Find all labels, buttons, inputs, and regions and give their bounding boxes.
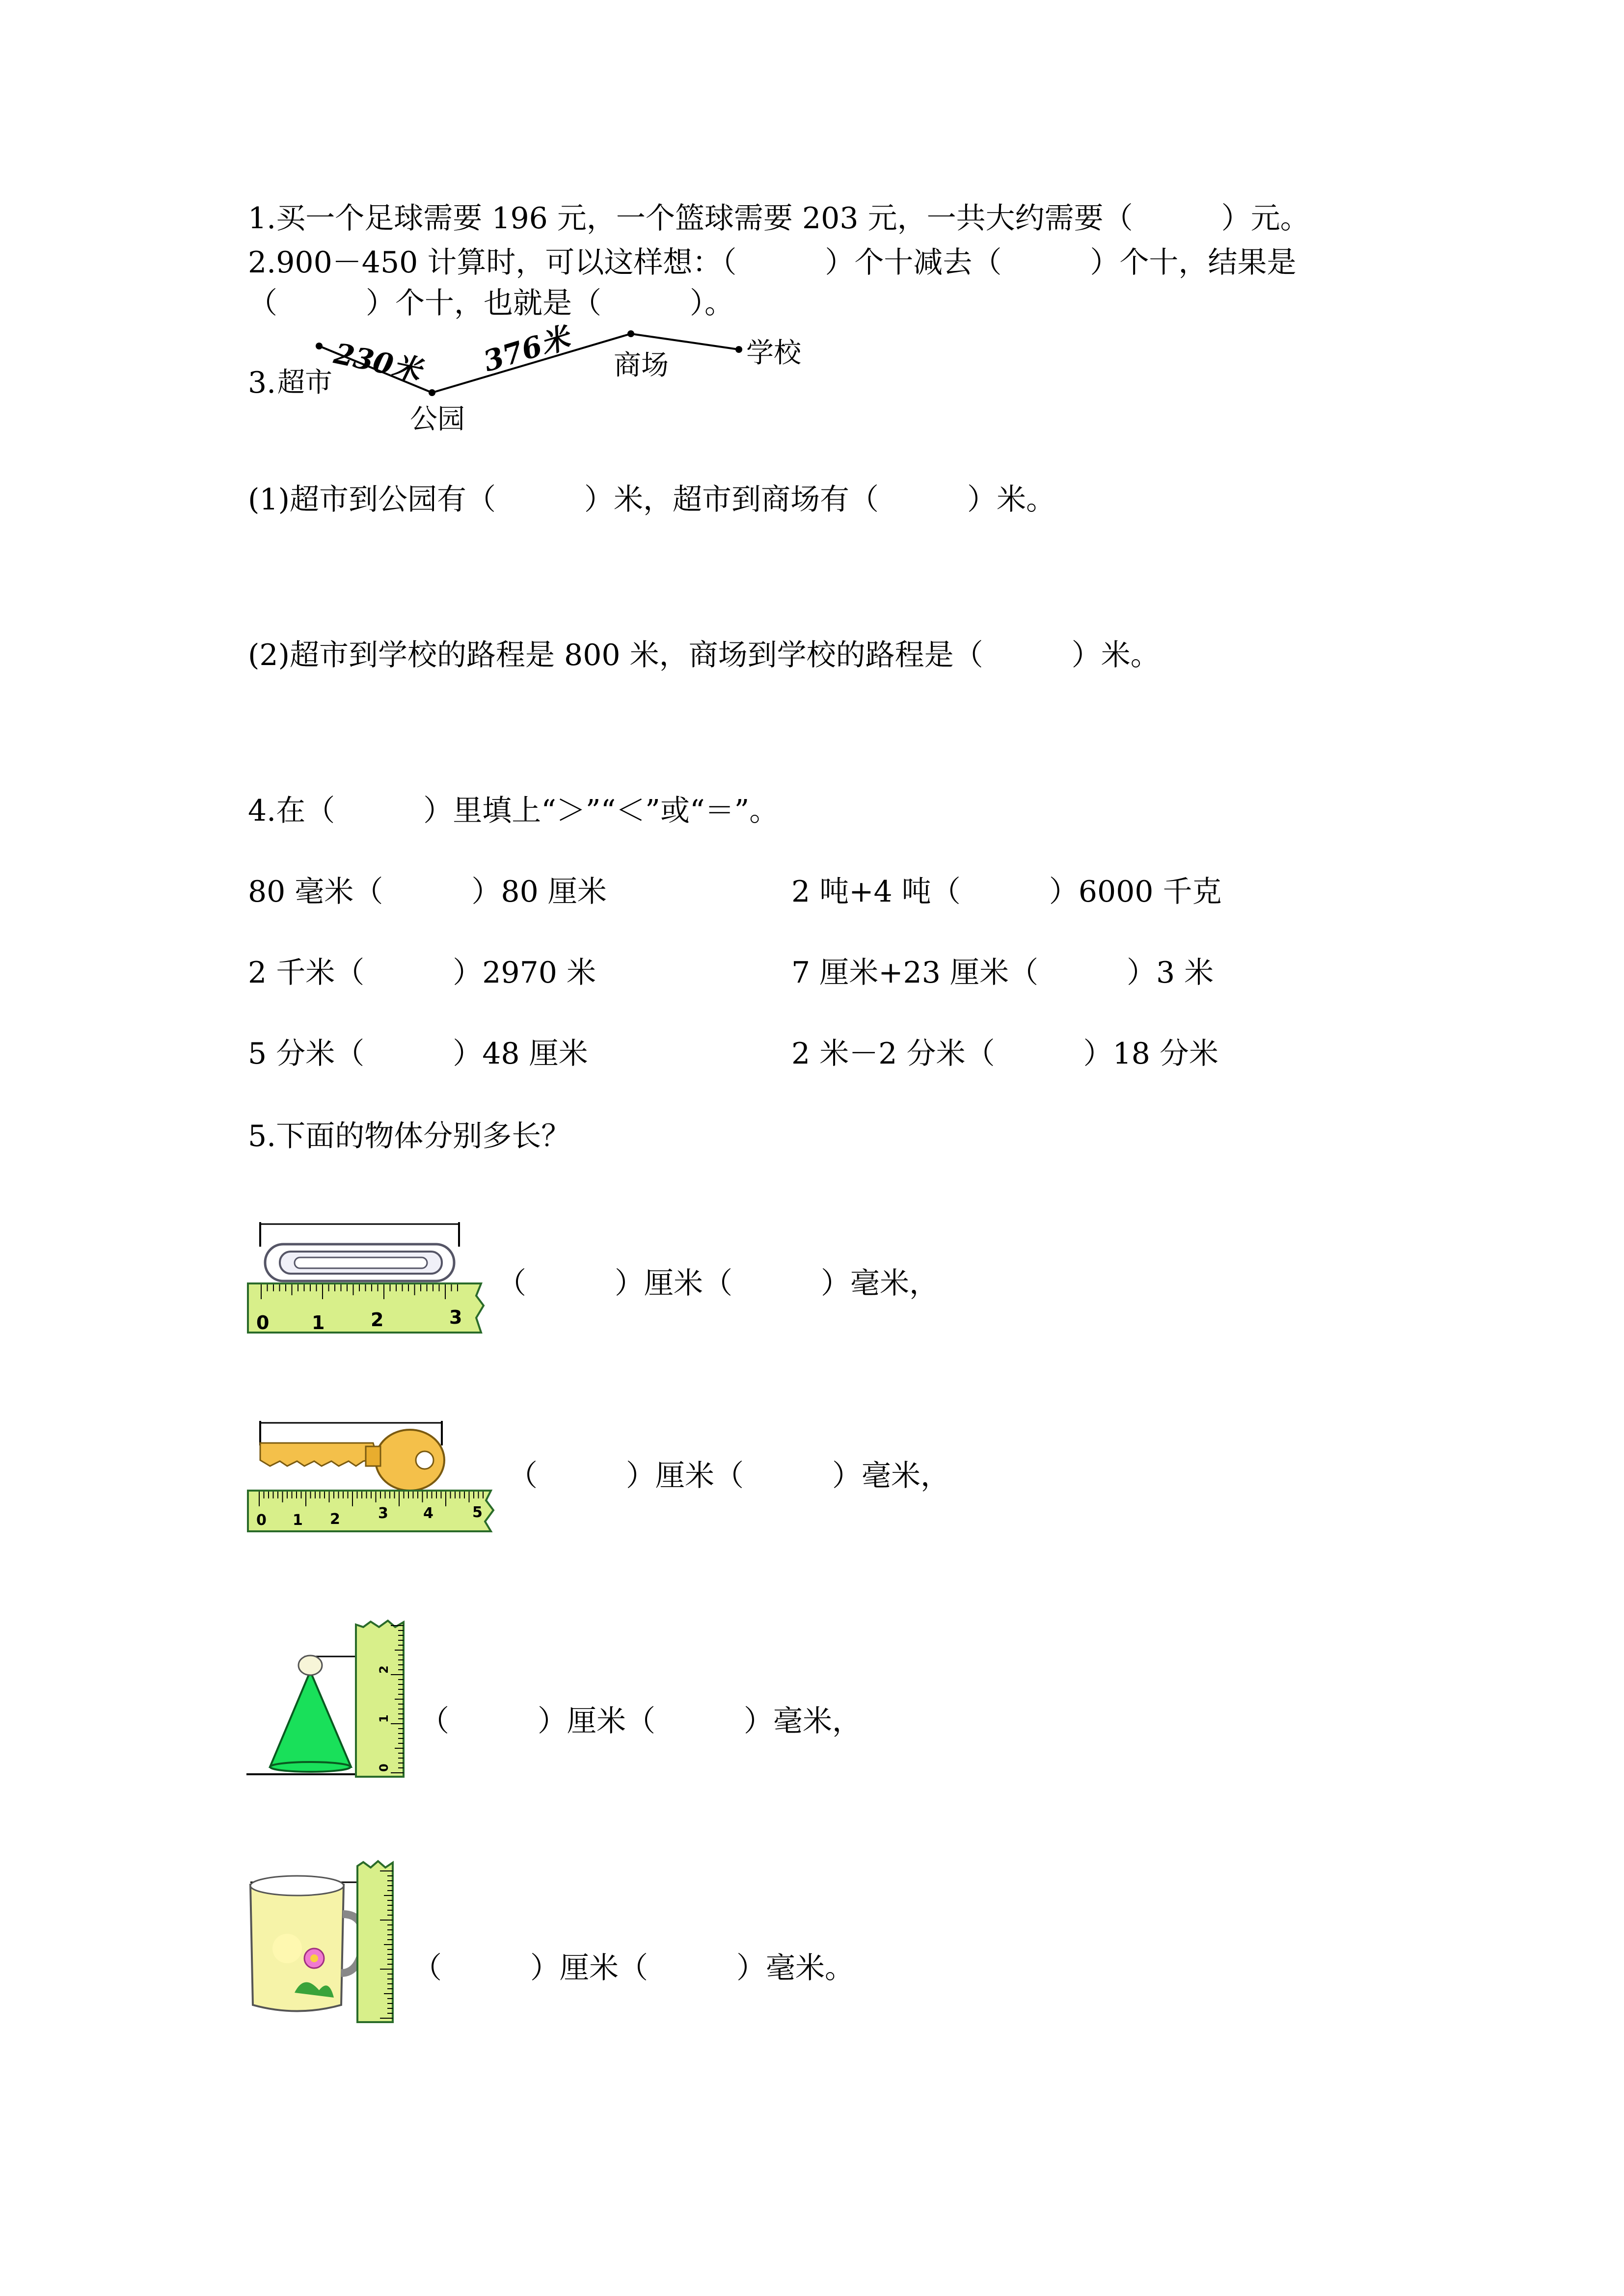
q4-row-1-left: 80 毫米（ ）80 厘米 [248,875,607,909]
cup-ruler-figure [245,1860,407,2027]
map-label-park: 公园 [410,403,465,435]
question-3-part-2: (2)超市到学校的路程是 800 米，商场到学校的路程是（ ）米。 [248,638,1160,672]
cup-icon [250,1876,363,2011]
ruler-2-tick-0: 0 [256,1512,267,1529]
key-ruler-figure [245,1421,501,1539]
ruler-3-tick-0: 0 [377,1763,391,1772]
paper-clip-icon [265,1244,454,1281]
q5-answer-4: （ ）厘米（ ）毫米。 [412,1951,854,1985]
question-3-part-1: (1)超市到公园有（ ）米，超市到商场有（ ）米。 [248,482,1056,517]
ruler-3-tick-2: 2 [377,1665,391,1674]
map-label-supermarket: 超市 [277,367,332,399]
map-point-park [429,389,435,396]
map-label-school: 学校 [746,337,801,369]
paper-clip-ruler-figure [245,1222,491,1345]
map-distance-230: 230米 [331,336,424,388]
map-point-supermarket [316,343,323,349]
question-1: 1.买一个足球需要 196 元，一个篮球需要 203 元，一共大约需要（ ）元。 [248,201,1310,236]
key-icon [260,1430,444,1491]
ruler-1-tick-3: 3 [449,1307,462,1328]
q5-answer-2: （ ）厘米（ ）毫米， [508,1459,950,1493]
route-map [0,0,1624,491]
map-distance-376: 376米 [479,320,573,378]
q5-answer-1: （ ）厘米（ ）毫米， [497,1266,939,1301]
q5-answer-3: （ ）厘米（ ）毫米， [420,1704,862,1738]
ruler-3-tick-1: 1 [377,1714,391,1723]
q4-row-2-left: 2 千米（ ）2970 米 [248,956,596,990]
cone-icon [270,1655,351,1772]
cone-ruler-figure [245,1620,412,1782]
ruler-1-tick-0: 0 [256,1312,270,1334]
question-2-line-2: （ ）个十，也就是（ ）。 [248,286,734,320]
ruler-2-tick-2: 2 [330,1511,340,1528]
q4-row-2-right: 7 厘米+23 厘米（ ）3 米 [791,956,1214,990]
question-4-title: 4.在（ ）里填上“＞”“＜”或“＝”。 [248,794,779,828]
ruler-1-tick-2: 2 [371,1309,384,1331]
question-5-title: 5.下面的物体分别多长？ [248,1119,571,1153]
ruler-2-tick-3: 3 [378,1505,388,1522]
map-point-mall [627,330,634,337]
q4-row-1-right: 2 吨+4 吨（ ）6000 千克 [791,875,1222,909]
ruler-2-tick-4: 4 [423,1505,433,1522]
question-2-line-1: 2.900－450 计算时，可以这样想：（ ）个十减去（ ）个十，结果是 [248,245,1297,280]
ruler-2-tick-1: 1 [293,1512,303,1529]
q4-row-3-right: 2 米－2 分米（ ）18 分米 [791,1037,1218,1071]
map-label-mall: 商场 [614,349,669,381]
q4-row-3-left: 5 分米（ ）48 厘米 [248,1037,588,1071]
ruler-2-tick-5: 5 [472,1504,483,1521]
question-3-number: 3. [248,366,276,400]
ruler-1-tick-1: 1 [312,1312,325,1334]
map-point-school [735,346,742,353]
